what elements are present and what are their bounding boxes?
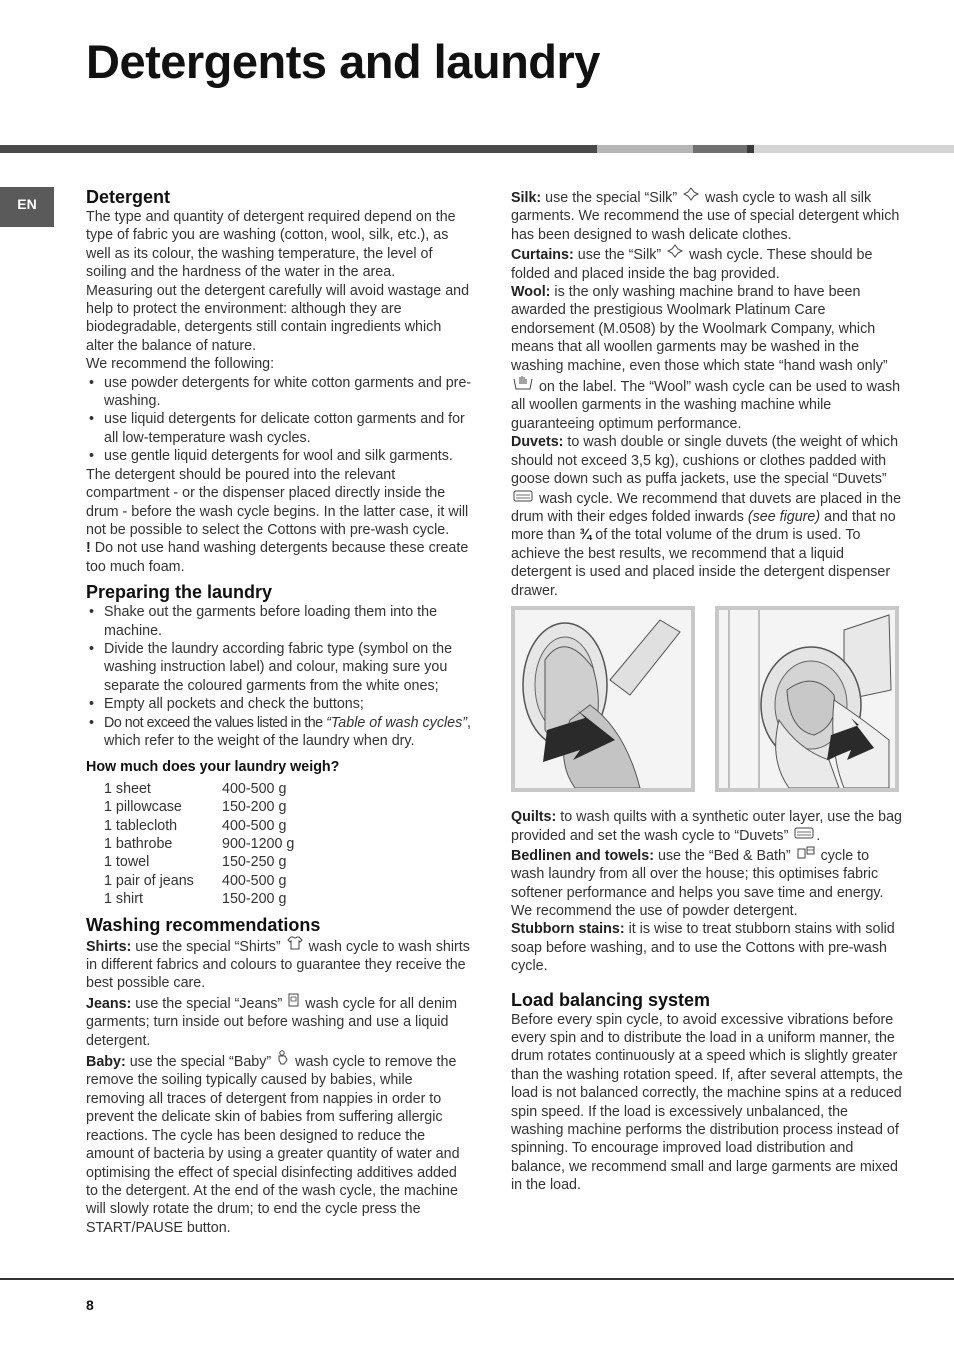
right-column (511, 187, 903, 1195)
table-row: 1 shirt 150-200 g (104, 891, 287, 908)
list-item: • Empty all pockets and check the buttons; (86, 695, 472, 713)
list-item: • use powder detergents for white cotton garments and pre-washing. (86, 374, 472, 411)
stains-label: Stubborn stains: (511, 921, 625, 938)
shirts-label: Shirts: (86, 938, 132, 955)
header-rule-light (597, 145, 693, 153)
list-item: • Shake out the garments before loading them into the machine. (86, 603, 472, 640)
jeans-cycle-icon (288, 993, 299, 1012)
warning-mark: ! (86, 540, 91, 557)
page-title: Detergents and laundry (86, 35, 600, 88)
silk-cycle-icon (683, 187, 699, 206)
duvet-loading-figures (511, 606, 903, 792)
table-reference: “Table of wash cycles” (326, 714, 468, 731)
duvet-figure-right (715, 606, 899, 792)
figure-reference: (see figure) (747, 508, 821, 525)
quilts-label: Quilts: (511, 808, 557, 825)
silk-paragraph: Silk: use the special “Silk” wash cycle to wash all silk garments. We recommend the use of special detergent which has been designed to wash delicate clothes. (511, 187, 903, 244)
shirt-cycle-icon (287, 936, 303, 955)
list-item (86, 714, 472, 751)
curtains-paragraph: Curtains: use the “Silk” wash cycle. These should be folded and placed inside the bag provided. (511, 244, 903, 283)
list-item: • use liquid detergents for delicate cotton garments and for all low-temperature wash cycles. (86, 410, 472, 447)
duvets-label: Duvets: (511, 434, 564, 451)
header-rule-dark (0, 145, 597, 153)
footer-rule (0, 1278, 954, 1280)
detergent-list (86, 374, 472, 466)
jeans-paragraph: Jeans: use the special “Jeans” wash cycle for all denim garments; turn inside out before washing and use a liquid detergent. (86, 993, 472, 1050)
preparing-heading: Preparing the laundry (86, 582, 273, 603)
baby-cycle-icon (277, 1050, 289, 1070)
silk-label: Silk: (511, 190, 542, 206)
bedlinen-paragraph: Bedlinen and towels: use the “Bed & Bath” cycle to wash laundry from all over the house; this optimises fabric softener performance and helps you save time and energy. We recommend the use of powder detergent. (511, 847, 884, 919)
baby-label: Baby: (86, 1054, 126, 1071)
warning-text: Do not use hand washing detergents because these create too much foam. (86, 540, 469, 575)
header-rule-mid (693, 145, 747, 153)
quilts-paragraph: Quilts: to wash quilts with a synthetic outer layer, use the bag provided and set the wash cycle to “Duvets” . (511, 808, 902, 845)
weigh-heading: How much does your laundry weigh? (86, 759, 340, 776)
duvet-cycle-icon (794, 826, 814, 844)
bedlinen-label: Bedlinen and towels: (511, 847, 654, 864)
duvet-cycle-icon (513, 489, 533, 507)
detergent-paragraph-4: The detergent should be poured into the relevant compartment - or the dispenser placed directly inside the drum - before the wash cycle begins. In the latter case, it will not be possible to select the Cottons with pre-wash cycle. (86, 466, 469, 538)
table-reference-suffix: , which refer to the weight of the laundry when dry. (104, 714, 472, 749)
duvet-figure-left (511, 606, 695, 792)
list-item: • Divide the laundry according fabric type (symbol on the washing instruction label) and colour, making sure you separate the coloured garments from the white ones; (86, 640, 472, 695)
detergent-warning (86, 539, 472, 576)
detergent-paragraph-1: The type and quantity of detergent required depend on the type of fabric you are washing (cotton, wool, silk, etc.), as well as its colour, the washing temperature, the level of soiling and the hardness of the water in the area. (86, 209, 456, 281)
stains-paragraph: Stubborn stains: it is wise to treat stubborn stains with solid soap before washing, and to use the Cottons with pre-wash cycle. (511, 921, 895, 975)
header-rule-pale (754, 145, 954, 153)
laundry-weight-table (104, 780, 294, 909)
page-number: 8 (86, 1297, 94, 1313)
balancing-heading: Load balancing system (511, 989, 711, 1010)
detergent-paragraph-2: Measuring out the detergent carefully will avoid wastage and help to protect the environment: although they are biodegradable, detergents still contain ingredients which alter the balance of nature. (86, 282, 470, 354)
header-rule-notch (747, 145, 754, 153)
list-item: • use gentle liquid detergents for wool and silk garments. (86, 447, 472, 465)
balancing-paragraph: Before every spin cycle, to avoid excessive vibrations before every spin and to distribute the load in a uniform manner, the drum rotates continuously at a speed which is slightly greater than the washing rotation speed. If, after several attempts, the load is not balanced correctly, the machine spins at a reduced spin speed. If the load is excessively unbalanced, the washing machine performs the distribution process instead of spinning. To encourage improved load distribution and balance, we recommend small and large garments are mixed in the load. (511, 1011, 903, 1194)
wool-label: Wool: (511, 284, 551, 301)
language-tab: EN (0, 187, 54, 227)
shirts-paragraph: Shirts: use the special “Shirts” wash cycle to wash shirts in different fabrics and colours to guarantee they receive the best possible care. (86, 936, 472, 993)
detergent-heading: Detergent (86, 187, 171, 207)
hand-wash-icon (513, 375, 533, 395)
jeans-label: Jeans: (86, 995, 132, 1012)
detergent-paragraph-3: We recommend the following: (86, 356, 275, 373)
wool-paragraph: Wool: is the only washing machine brand to have been awarded the prestigious Woolmark Platinum Care endorsement (M.0508) by the Woolmark Company, which means that all woollen garments may be washed in the washing machine, even those which state “hand wash only” on the label. The “Wool” wash cycle can be used to wash all woollen garments in the washing machine while guaranteeing optimum performance. (511, 284, 901, 432)
preparing-list (86, 603, 472, 750)
table-row: 1 bathrobe 900-1200 g (104, 836, 295, 852)
table-row: 1 sheet 400-500 g (104, 780, 287, 797)
table-reference-prefix: Do not exceed the values listed in the (104, 714, 327, 731)
baby-paragraph: Baby: use the special “Baby” wash cycle to remove the remove the soiling typically caused by babies, while removing all traces of detergent from nappies in order to prevent the delicate skin of babies from suffering allergic reactions. The cycle has been designed to reduce the amount of bacteria by using a greater quantity of water and optimising the effect of special disinfecting additives added to the detergent. At the end of the wash cycle, the machine will slowly rotate the drum; to end the cycle press the START/PAUSE button. (86, 1050, 472, 1237)
silk-cycle-icon (667, 244, 683, 263)
curtains-label: Curtains: (511, 247, 574, 264)
table-row: 1 pair of jeans 400-500 g (104, 872, 287, 889)
bed-and-bath-cycle-icon (797, 846, 815, 864)
table-row: 1 towel 150-250 g (104, 854, 287, 871)
table-row: 1 tablecloth 400-500 g (104, 817, 287, 834)
washing-heading: Washing recommendations (86, 914, 321, 935)
duvets-paragraph: Duvets: to wash double or single duvets (the weight of which should not exceed 3,5 kg), cushions or clothes padded with goose down such as puffa jackets, use the special “Duvets” wash cycle. We recommend that duvets are placed in the drum with their edges folded inwards (see figure) and that no more than ¾ of the total volume of the drum is used. To achieve the best results, we recommend that a liquid detergent is used and placed inside the detergent dispenser drawer. (511, 434, 902, 599)
left-column (86, 187, 472, 1237)
table-row: 1 pillowcase 150-200 g (104, 799, 287, 816)
